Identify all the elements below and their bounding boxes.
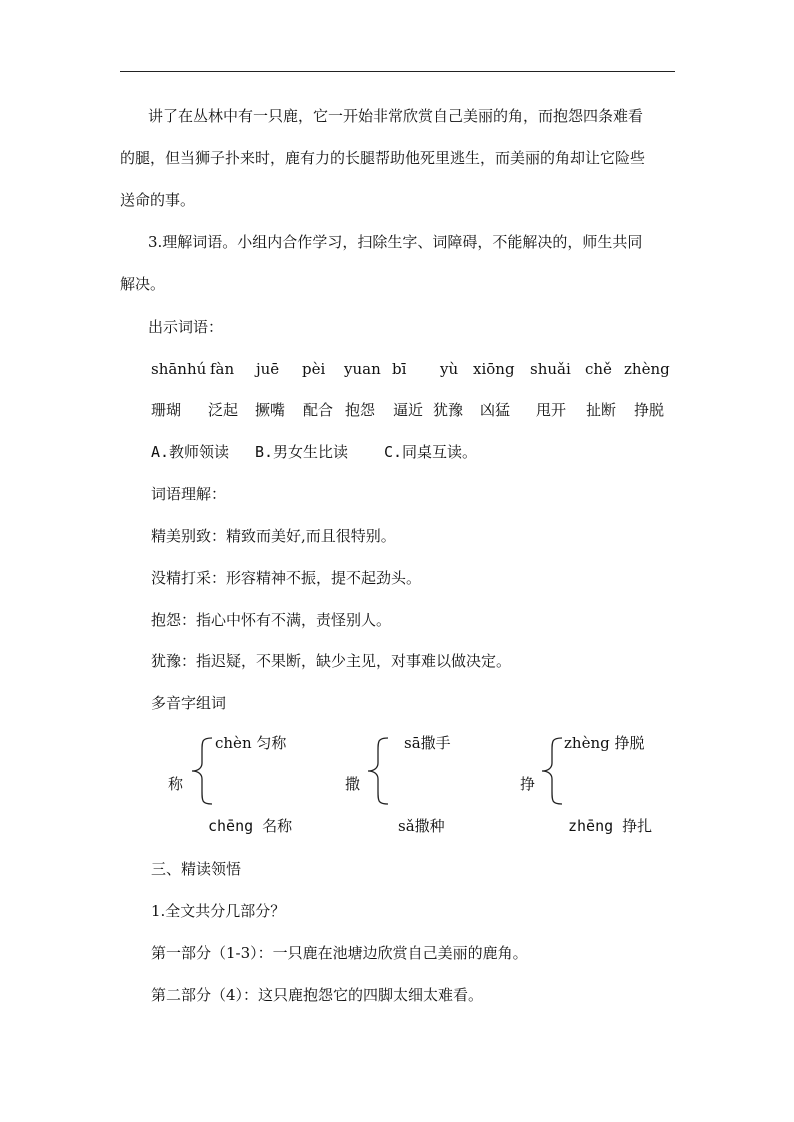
part-label: 第一部分（1-3）	[151, 944, 258, 962]
paragraph-line: 3.理解词语。小组内合作学习，扫除生字、词障碍，不能解决的，师生共同	[148, 233, 643, 251]
pinyin: pèi	[302, 360, 326, 378]
glossary-item	[151, 610, 391, 630]
part-line	[151, 943, 528, 963]
pinyin: shānhú	[151, 360, 207, 378]
polyphonic-reading-bottom: zhēng 挣扎	[568, 817, 653, 835]
polyphonic-reading-top: chèn 匀称	[215, 734, 287, 752]
word: 逼近	[393, 401, 424, 419]
question: 1.全文共分几部分？	[151, 902, 286, 920]
glossary-def: ：形容精神不振，提不起劲头。	[211, 569, 422, 587]
word: 撅嘴	[255, 401, 286, 419]
glossary-term: 精美别致	[151, 527, 212, 545]
pinyin: juē	[256, 360, 280, 378]
pinyin: shuǎi	[530, 360, 571, 378]
polyphonic-reading-bottom: chēng 名称	[208, 817, 293, 835]
polyphonic-reading-top: zhèng 挣脱	[564, 734, 645, 752]
show-words-heading: 出示词语：	[148, 318, 224, 336]
glossary-def: ：精致而美好,而且很特别。	[211, 527, 396, 545]
left-brace-icon	[366, 737, 390, 805]
pinyin: fàn	[210, 360, 235, 378]
paragraph-line: 讲了在丛林中有一只鹿，它一开始非常欣赏自己美丽的角，而抱怨四条难看	[148, 107, 644, 125]
section-heading: 三、精读领悟	[151, 860, 242, 878]
left-brace-icon	[190, 737, 214, 805]
word: 配合	[303, 401, 334, 419]
polyphonic-reading-top: sā撒手	[404, 734, 451, 752]
paragraph-line: 的腿，但当狮子扑来时，鹿有力的长腿帮助他死里逃生，而美丽的角却让它险些	[120, 149, 646, 167]
word: 抱怨	[345, 401, 376, 419]
pinyin: chě	[585, 360, 612, 378]
pinyin: xiōng	[473, 360, 515, 378]
glossary-item	[151, 568, 421, 588]
paragraph-line: 解决。	[120, 275, 166, 293]
pinyin: yuan	[344, 360, 381, 378]
pinyin: zhèng	[624, 360, 670, 378]
pinyin: yù	[440, 360, 459, 378]
word: 珊瑚	[151, 401, 182, 419]
left-brace-icon	[540, 737, 564, 805]
glossary-item	[151, 651, 511, 671]
glossary-item	[151, 526, 396, 546]
part-text: ：这只鹿抱怨它的四脚太细太难看。	[243, 986, 484, 1004]
polyphonic-char: 称	[168, 775, 184, 793]
reading-method: A.教师领读	[151, 443, 230, 461]
glossary-term: 没精打采	[151, 569, 212, 587]
word: 甩开	[536, 401, 567, 419]
glossary-term: 抱怨	[151, 611, 182, 629]
word: 泛起	[208, 401, 239, 419]
reading-method: C.同桌互读。	[384, 443, 478, 461]
word: 凶猛	[480, 401, 511, 419]
polyphonic-char: 挣	[520, 775, 536, 793]
glossary-def: ：指迟疑，不果断，缺少主见，对事难以做决定。	[181, 652, 512, 670]
glossary-def: ：指心中怀有不满，责怪别人。	[181, 611, 392, 629]
polyphonic-reading-bottom: sǎ撒种	[398, 817, 445, 835]
word: 挣脱	[634, 401, 665, 419]
glossary-term: 犹豫	[151, 652, 182, 670]
part-label: 第二部分（4）	[151, 986, 244, 1004]
header-rule	[120, 71, 675, 72]
word: 扯断	[586, 401, 617, 419]
word: 犹豫	[433, 401, 464, 419]
part-line	[151, 985, 483, 1005]
polyphonic-char: 撒	[345, 775, 361, 793]
polyphonic-heading: 多音字组词	[151, 694, 227, 712]
glossary-heading: 词语理解：	[151, 485, 227, 503]
part-text: ：一只鹿在池塘边欣赏自己美丽的鹿角。	[257, 944, 528, 962]
paragraph-line: 送命的事。	[120, 191, 196, 209]
pinyin: bī	[392, 360, 407, 378]
reading-method: B.男女生比读	[255, 443, 349, 461]
